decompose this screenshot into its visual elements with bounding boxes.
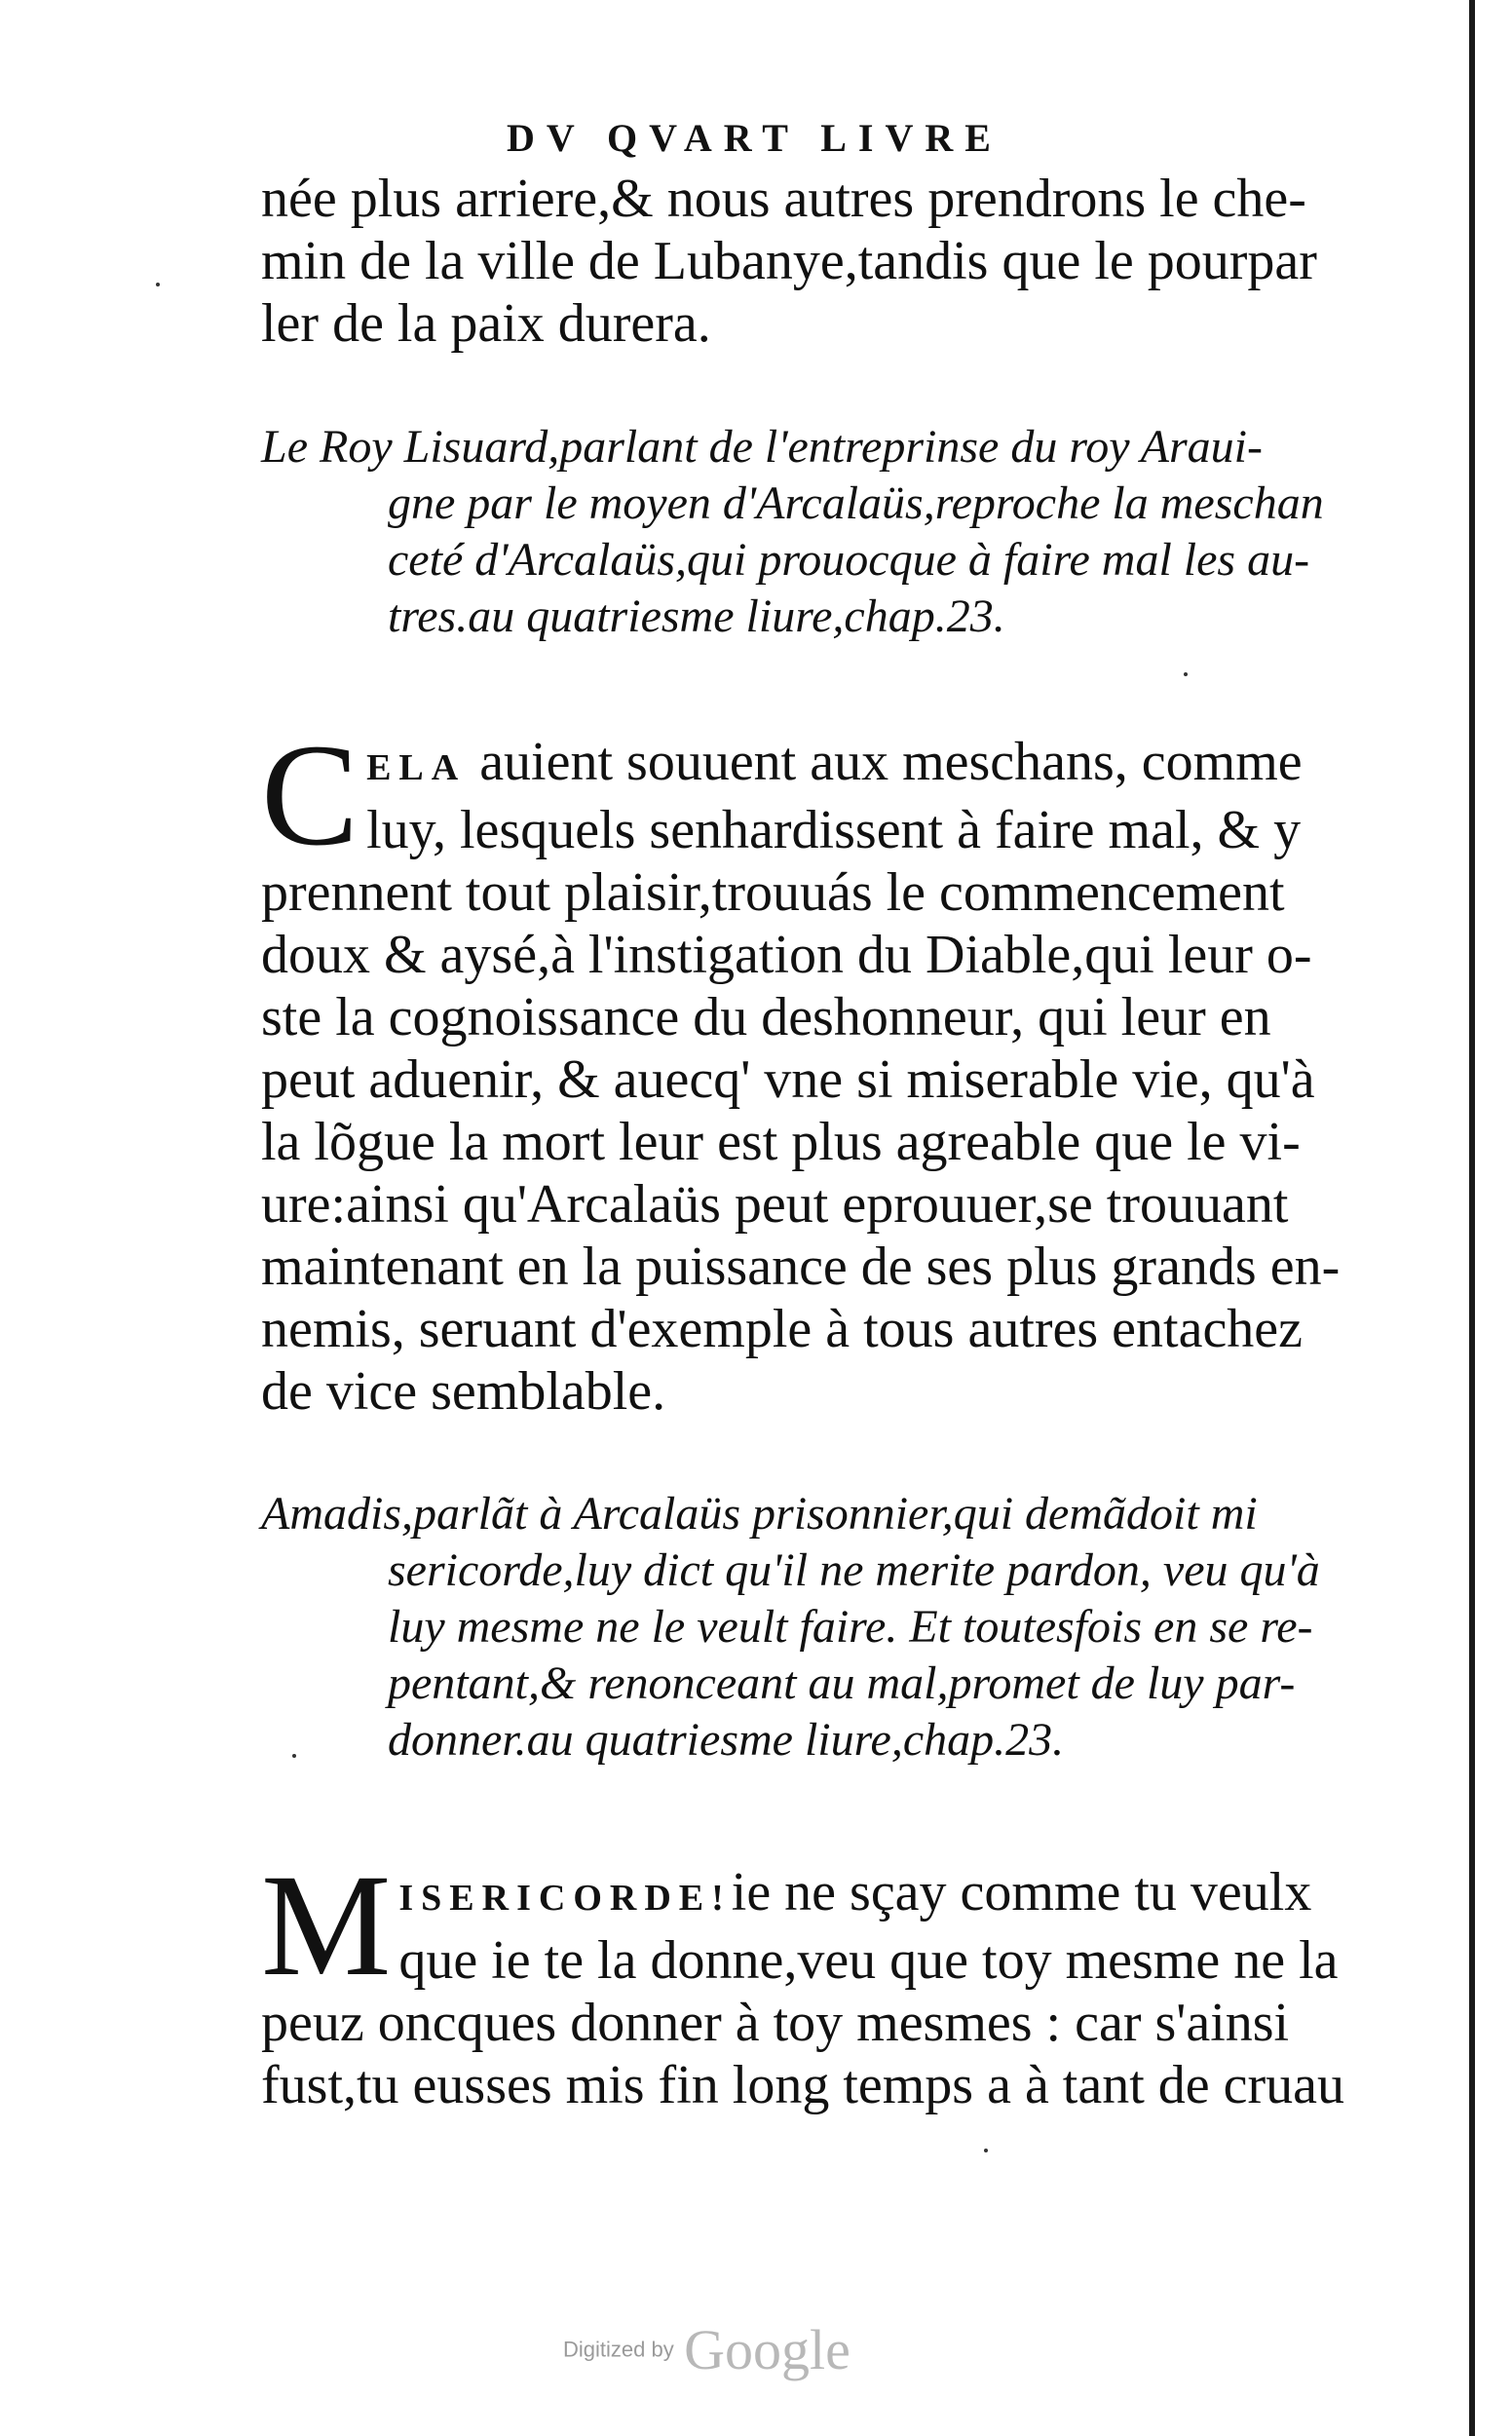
digitized-by-label: Digitized by: [563, 2337, 674, 2362]
ink-speck: [984, 2149, 988, 2152]
note-line: tres.au quatriesme liure,chap.23.: [388, 590, 1005, 642]
note-line: gne par le moyen d'Arcalaüs,reproche la meschan: [388, 477, 1324, 529]
page-edge-shadow: [1469, 0, 1475, 2436]
ink-speck: [292, 1754, 296, 1758]
text-line: peut aduenir, & auecq' vne si miserable vie, qu'à: [261, 1049, 1315, 1110]
text-line: fust,tu eusses mis fin long temps a à tant de cruau: [261, 2055, 1344, 2115]
text-line: de vice semblable.: [261, 1361, 666, 1422]
ink-speck: [156, 283, 160, 286]
note-line: sericorde,luy dict qu'il ne merite pardon, veu qu'à: [388, 1544, 1320, 1596]
note-line: ceté d'Arcalaüs,qui prouocque à faire mal les au-: [388, 534, 1310, 586]
margin-note-2: [261, 1486, 1362, 1769]
text-line: nemis, seruant d'exemple à tous autres entachez: [261, 1299, 1304, 1359]
note-line: Amadis,parlãt à Arcalaüs prisonnier,qui demãdoit mi: [261, 1488, 1258, 1540]
note-line: luy mesme ne le veult faire. Et toutesfois en se re-: [388, 1601, 1313, 1653]
text-line: luy, lesquels senhardissent à faire mal, & y: [366, 800, 1302, 860]
ink-speck: [1184, 672, 1188, 676]
running-head: DV QVART LIVRE: [507, 116, 1002, 160]
text-line: prennent tout plaisir,trouuás le commencement: [261, 862, 1285, 923]
text-line: peuz oncques donner à toy mesmes : car s'ainsi: [261, 1993, 1290, 2053]
text-line: ie ne sçay comme tu veulx: [731, 1862, 1312, 1922]
text-line: ure:ainsi qu'Arcalaüs peut eprouuer,se trouuant: [261, 1174, 1289, 1235]
drop-cap: C: [261, 714, 359, 876]
note-line: pentant,& renonceant au mal,promet de luy par-: [388, 1657, 1296, 1709]
margin-note-1: [261, 419, 1362, 645]
text-line: née plus arriere,& nous autres prendrons le che-: [261, 169, 1306, 229]
text-line: doux & aysé,à l'instigation du Diable,qui leur o-: [261, 925, 1312, 985]
text-line: auient souuent aux meschans, comme: [479, 732, 1303, 792]
google-logo: Google: [684, 2318, 850, 2381]
text-line: ler de la paix durera.: [261, 293, 711, 354]
text-line: la lõgue la mort leur est plus agreable que le vi-: [261, 1112, 1301, 1172]
paragraph-2: [261, 714, 1362, 1423]
paragraph-1: [261, 168, 1362, 355]
small-caps-opening: ELA: [366, 747, 467, 788]
text-line: maintenant en la puissance de ses plus grands en-: [261, 1237, 1341, 1297]
digitized-by-footer: [563, 2317, 850, 2382]
text-line: ste la cognoissance du deshonneur, qui leur en: [261, 987, 1271, 1047]
note-line: Le Roy Lisuard,parlant de l'entreprinse du roy Araui-: [261, 421, 1263, 473]
paragraph-3: [261, 1845, 1362, 2116]
text-line: que ie te la donne,veu que toy mesme ne la: [398, 1930, 1339, 1991]
small-caps-opening: ISERICORDE!: [398, 1878, 732, 1919]
note-line: donner.au quatriesme liure,chap.23.: [388, 1714, 1065, 1766]
text-line: min de la ville de Lubanye,tandis que le pourpar: [261, 231, 1317, 291]
drop-cap: M: [261, 1845, 392, 2006]
